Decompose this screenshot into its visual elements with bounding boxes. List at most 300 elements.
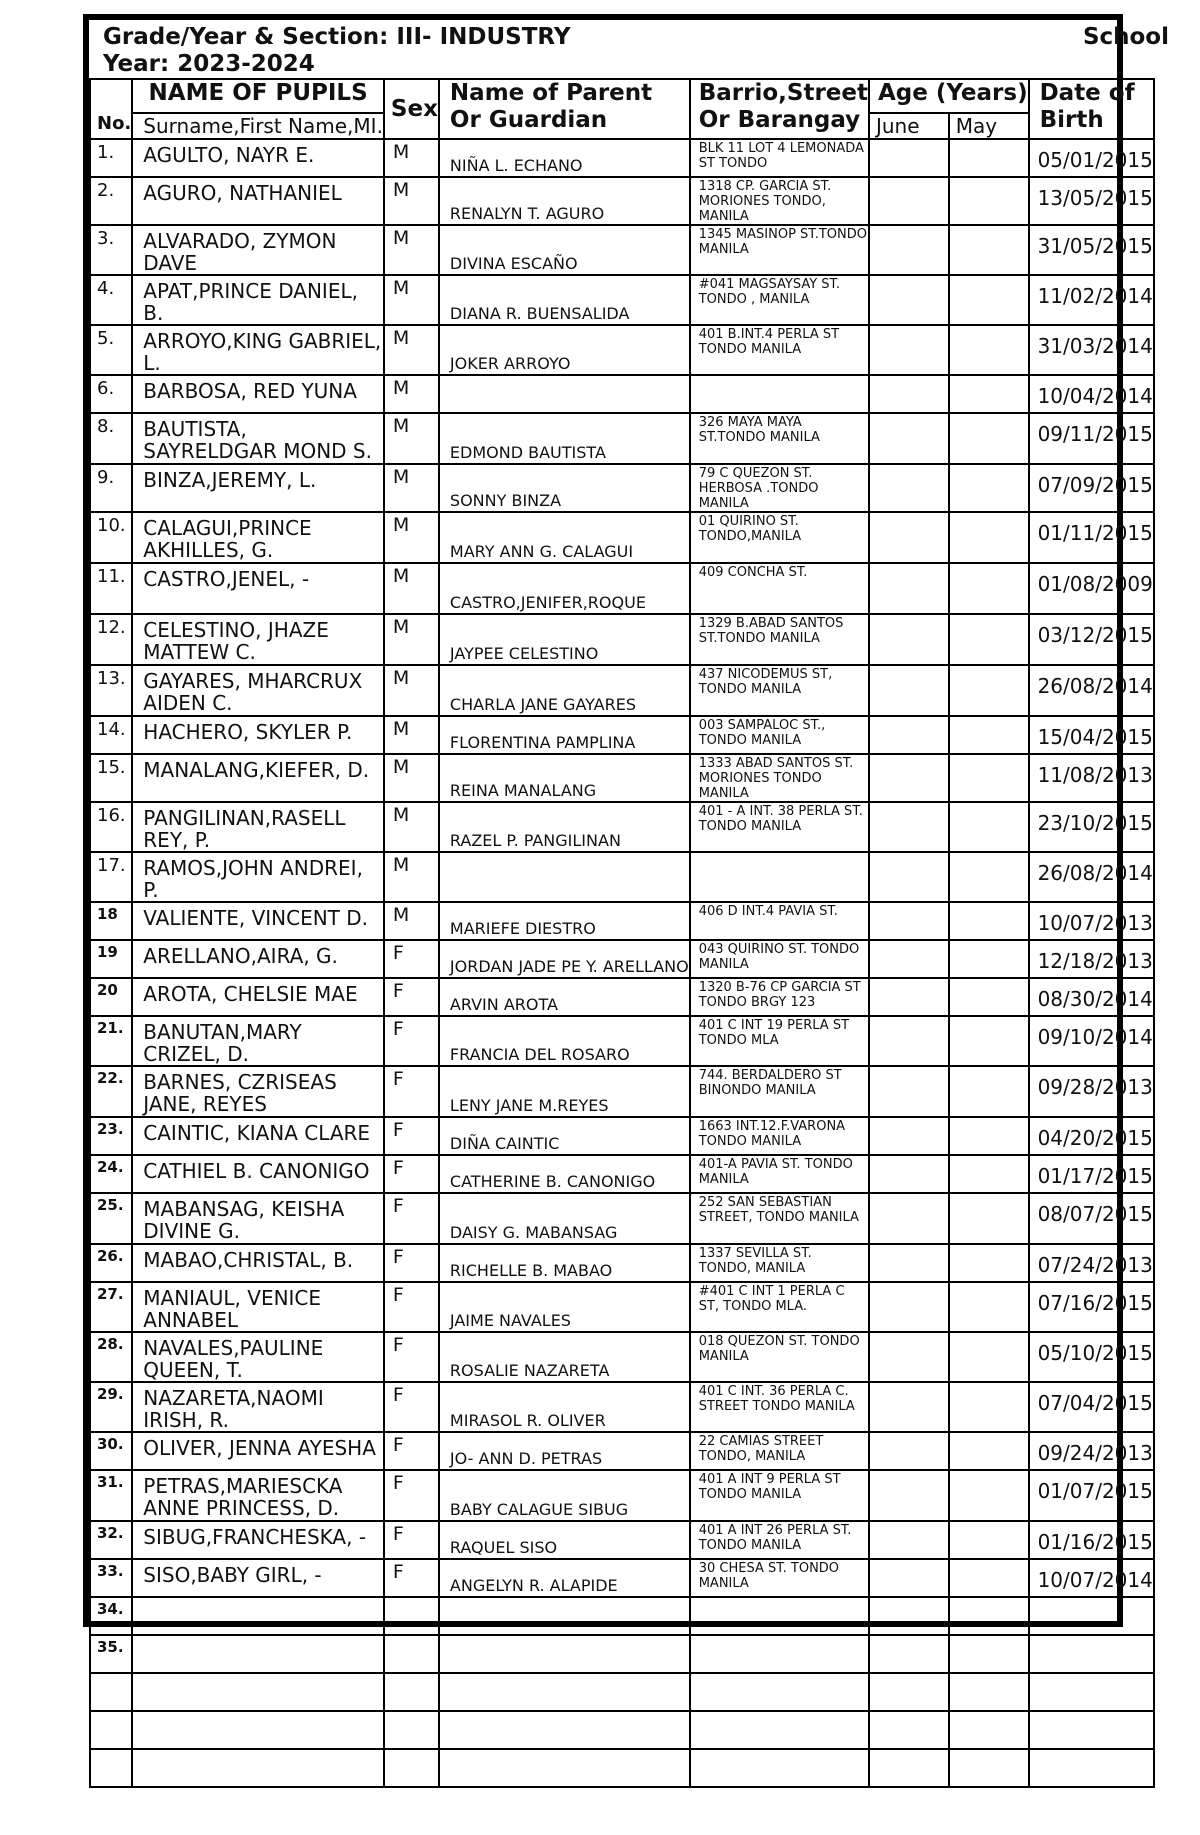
- age-may: [949, 177, 1029, 225]
- pupil-sex: M: [384, 464, 439, 512]
- pupil-name: ARROYO,KING GABRIEL, L.: [132, 325, 384, 375]
- table-row: [90, 1673, 1154, 1711]
- col-address-line1: Barrio,Street: [698, 80, 868, 106]
- age-may: [949, 1432, 1029, 1470]
- pupil-name: MABANSAG, KEISHA DIVINE G.: [132, 1193, 384, 1244]
- col-sex-header: Sex: [384, 79, 439, 139]
- date-of-birth: 09/10/2014: [1029, 1016, 1154, 1066]
- age-may: [949, 1673, 1029, 1711]
- row-number: 28.: [90, 1332, 132, 1382]
- pupil-name: CAINTIC, KIANA CLARE: [132, 1117, 384, 1155]
- pupil-name: AGULTO, NAYR E.: [132, 139, 384, 177]
- date-of-birth: 31/03/2014: [1029, 325, 1154, 375]
- age-june: [869, 1711, 949, 1749]
- col-address-line2: Or Barangay: [698, 107, 861, 133]
- col-parent-header: [439, 79, 690, 139]
- pupil-name: SISO,BABY GIRL, -: [132, 1559, 384, 1597]
- parent-name: [439, 852, 690, 902]
- row-number: 26.: [90, 1244, 132, 1282]
- age-june: [869, 1117, 949, 1155]
- pupil-name: [132, 1597, 384, 1635]
- age-june: [869, 1749, 949, 1787]
- row-number: 17.: [90, 852, 132, 902]
- parent-name: REINA MANALANG: [439, 754, 690, 802]
- date-of-birth: 12/18/2013: [1029, 940, 1154, 978]
- date-of-birth: 11/08/2013: [1029, 754, 1154, 802]
- pupil-sex: M: [384, 754, 439, 802]
- col-dob-header: [1029, 79, 1154, 139]
- age-may: [949, 464, 1029, 512]
- date-of-birth: 01/17/2015: [1029, 1155, 1154, 1193]
- age-may: [949, 1749, 1029, 1787]
- row-number: [90, 1711, 132, 1749]
- date-of-birth: 23/10/2015: [1029, 802, 1154, 852]
- row-number: 18: [90, 902, 132, 940]
- pupil-address: 043 QUIRINO ST. TONDO MANILA: [690, 940, 869, 978]
- age-may: [949, 1470, 1029, 1521]
- age-june: [869, 275, 949, 325]
- pupil-address: 22 CAMIAS STREET TONDO, MANILA: [690, 1432, 869, 1470]
- pupil-name: MABAO,CHRISTAL, B.: [132, 1244, 384, 1282]
- parent-name: LENY JANE M.REYES: [439, 1066, 690, 1117]
- age-may: [949, 375, 1029, 413]
- age-may: [949, 665, 1029, 716]
- pupil-name: PANGILINAN,RASELL REY, P.: [132, 802, 384, 852]
- age-june: [869, 225, 949, 275]
- date-of-birth: 15/04/2015: [1029, 716, 1154, 754]
- parent-name: RICHELLE B. MABAO: [439, 1244, 690, 1282]
- age-may: [949, 1332, 1029, 1382]
- age-may: [949, 512, 1029, 563]
- pupil-sex: F: [384, 1066, 439, 1117]
- age-may: [949, 852, 1029, 902]
- pupil-name: OLIVER, JENNA AYESHA: [132, 1432, 384, 1470]
- table-row: [90, 716, 1154, 754]
- pupil-name: ARELLANO,AIRA, G.: [132, 940, 384, 978]
- parent-name: [439, 1749, 690, 1787]
- table-row: [90, 754, 1154, 802]
- table-row: [90, 375, 1154, 413]
- age-may: [949, 1117, 1029, 1155]
- pupil-name: BAUTISTA, SAYRELDGAR MOND S.: [132, 413, 384, 464]
- pupil-address: [690, 1673, 869, 1711]
- parent-name: CHARLA JANE GAYARES: [439, 665, 690, 716]
- parent-name: [439, 1673, 690, 1711]
- pupil-name: BINZA,JEREMY, L.: [132, 464, 384, 512]
- pupil-sex: M: [384, 716, 439, 754]
- row-number: [90, 1749, 132, 1787]
- pupil-name: [132, 1673, 384, 1711]
- parent-name: DIÑA CAINTIC: [439, 1117, 690, 1155]
- parent-name: JORDAN JADE PE Y. ARELLANO: [439, 940, 690, 978]
- age-may: [949, 754, 1029, 802]
- parent-name: [439, 1597, 690, 1635]
- pupil-address: 1318 CP. GARCIA ST. MORIONES TONDO, MANILA: [690, 177, 869, 225]
- col-name-header: NAME OF PUPILS: [132, 79, 384, 113]
- row-number: 22.: [90, 1066, 132, 1117]
- parent-name: DAISY G. MABANSAG: [439, 1193, 690, 1244]
- pupil-name: RAMOS,JOHN ANDREI, P.: [132, 852, 384, 902]
- pupil-sex: M: [384, 275, 439, 325]
- age-june: [869, 614, 949, 665]
- pupil-address: 1320 B-76 CP GARCIA ST TONDO BRGY 123: [690, 978, 869, 1016]
- table-row: [90, 665, 1154, 716]
- col-may-header: May: [949, 113, 1029, 139]
- row-number: 9.: [90, 464, 132, 512]
- date-of-birth: 01/08/2009: [1029, 563, 1154, 614]
- row-number: 11.: [90, 563, 132, 614]
- age-june: [869, 139, 949, 177]
- col-age-header: Age (Years): [869, 79, 1029, 113]
- pupil-table: [89, 78, 1155, 1788]
- row-number: 14.: [90, 716, 132, 754]
- pupil-sex: M: [384, 665, 439, 716]
- age-june: [869, 1332, 949, 1382]
- age-june: [869, 1155, 949, 1193]
- parent-name: CATHERINE B. CANONIGO: [439, 1155, 690, 1193]
- age-june: [869, 1635, 949, 1673]
- date-of-birth: 05/01/2015: [1029, 139, 1154, 177]
- age-june: [869, 1382, 949, 1432]
- pupil-address: 401 B.INT.4 PERLA ST TONDO MANILA: [690, 325, 869, 375]
- table-row: [90, 139, 1154, 177]
- pupil-address: #401 C INT 1 PERLA C ST, TONDO MLA.: [690, 1282, 869, 1332]
- age-june: [869, 1673, 949, 1711]
- pupil-sex: F: [384, 1193, 439, 1244]
- date-of-birth: 10/07/2013: [1029, 902, 1154, 940]
- roster-body: [90, 139, 1154, 1787]
- pupil-sex: [384, 1635, 439, 1673]
- row-number: 34.: [90, 1597, 132, 1635]
- date-of-birth: 01/11/2015: [1029, 512, 1154, 563]
- pupil-name: [132, 1635, 384, 1673]
- age-may: [949, 902, 1029, 940]
- row-number: 33.: [90, 1559, 132, 1597]
- table-row: [90, 1332, 1154, 1382]
- pupil-address: 401 A INT 9 PERLA ST TONDO MANILA: [690, 1470, 869, 1521]
- pupil-sex: M: [384, 139, 439, 177]
- pupil-sex: F: [384, 1559, 439, 1597]
- age-may: [949, 275, 1029, 325]
- pupil-sex: F: [384, 978, 439, 1016]
- date-of-birth: 07/24/2013: [1029, 1244, 1154, 1282]
- parent-name: BABY CALAGUE SIBUG: [439, 1470, 690, 1521]
- age-june: [869, 902, 949, 940]
- date-of-birth: 07/04/2015: [1029, 1382, 1154, 1432]
- table-row: [90, 275, 1154, 325]
- parent-name: JAYPEE CELESTINO: [439, 614, 690, 665]
- table-row: [90, 1635, 1154, 1673]
- age-june: [869, 1432, 949, 1470]
- pupil-address: 79 C QUEZON ST. HERBOSA .TONDO MANILA: [690, 464, 869, 512]
- date-of-birth: 10/04/2014: [1029, 375, 1154, 413]
- pupil-sex: M: [384, 802, 439, 852]
- date-of-birth: 08/07/2015: [1029, 1193, 1154, 1244]
- age-may: [949, 1155, 1029, 1193]
- pupil-name: AGURO, NATHANIEL: [132, 177, 384, 225]
- col-address-header: [690, 79, 869, 139]
- parent-name: DIVINA ESCAÑO: [439, 225, 690, 275]
- pupil-address: 30 CHESA ST. TONDO MANILA: [690, 1559, 869, 1597]
- table-row: [90, 1749, 1154, 1787]
- section-header: [103, 24, 571, 78]
- row-number: 13.: [90, 665, 132, 716]
- pupil-name: APAT,PRINCE DANIEL, B.: [132, 275, 384, 325]
- pupil-sex: M: [384, 177, 439, 225]
- age-may: [949, 1597, 1029, 1635]
- parent-name: JAIME NAVALES: [439, 1282, 690, 1332]
- row-number: 21.: [90, 1016, 132, 1066]
- age-june: [869, 1066, 949, 1117]
- table-row: [90, 802, 1154, 852]
- date-of-birth: 26/08/2014: [1029, 852, 1154, 902]
- pupil-name: MANALANG,KIEFER, D.: [132, 754, 384, 802]
- pupil-name: CALAGUI,PRINCE AKHILLES, G.: [132, 512, 384, 563]
- pupil-sex: F: [384, 1244, 439, 1282]
- pupil-name: VALIENTE, VINCENT D.: [132, 902, 384, 940]
- pupil-sex: M: [384, 902, 439, 940]
- age-may: [949, 325, 1029, 375]
- row-number: 29.: [90, 1382, 132, 1432]
- parent-name: MARIEFE DIESTRO: [439, 902, 690, 940]
- parent-name: FRANCIA DEL ROSARO: [439, 1016, 690, 1066]
- pupil-sex: M: [384, 225, 439, 275]
- date-of-birth: 10/07/2014: [1029, 1559, 1154, 1597]
- pupil-sex: F: [384, 1382, 439, 1432]
- pupil-sex: [384, 1711, 439, 1749]
- parent-name: EDMOND BAUTISTA: [439, 413, 690, 464]
- table-row: [90, 177, 1154, 225]
- pupil-address: 1333 ABAD SANTOS ST. MORIONES TONDO MANILA: [690, 754, 869, 802]
- parent-name: MARY ANN G. CALAGUI: [439, 512, 690, 563]
- pupil-address: 401-A PAVIA ST. TONDO MANILA: [690, 1155, 869, 1193]
- pupil-address: 326 MAYA MAYA ST.TONDO MANILA: [690, 413, 869, 464]
- pupil-sex: F: [384, 940, 439, 978]
- pupil-name: CASTRO,JENEL, -: [132, 563, 384, 614]
- pupil-address: 401 C INT 19 PERLA ST TONDO MLA: [690, 1016, 869, 1066]
- pupil-sex: [384, 1749, 439, 1787]
- row-number: 16.: [90, 802, 132, 852]
- age-may: [949, 1016, 1029, 1066]
- age-june: [869, 754, 949, 802]
- table-row: [90, 1432, 1154, 1470]
- age-june: [869, 563, 949, 614]
- col-name-subheader: Surname,First Name,MI.: [132, 113, 384, 139]
- class-roster-sheet: [83, 14, 1169, 1656]
- date-of-birth: 11/02/2014: [1029, 275, 1154, 325]
- parent-name: RAQUEL SISO: [439, 1521, 690, 1559]
- pupil-name: GAYARES, MHARCRUX AIDEN C.: [132, 665, 384, 716]
- parent-name: FLORENTINA PAMPLINA: [439, 716, 690, 754]
- pupil-address: 744. BERDALDERO ST BINONDO MANILA: [690, 1066, 869, 1117]
- col-parent-line2: Or Guardian: [449, 107, 608, 133]
- pupil-sex: M: [384, 413, 439, 464]
- date-of-birth: 03/12/2015: [1029, 614, 1154, 665]
- age-june: [869, 852, 949, 902]
- age-may: [949, 1244, 1029, 1282]
- pupil-address: 003 SAMPALOC ST., TONDO MANILA: [690, 716, 869, 754]
- age-may: [949, 1711, 1029, 1749]
- pupil-sex: F: [384, 1155, 439, 1193]
- pupil-address: 1663 INT.12.F.VARONA TONDO MANILA: [690, 1117, 869, 1155]
- table-row: [90, 464, 1154, 512]
- pupil-sex: [384, 1597, 439, 1635]
- table-row: [90, 1016, 1154, 1066]
- age-june: [869, 1193, 949, 1244]
- pupil-name: HACHERO, SKYLER P.: [132, 716, 384, 754]
- row-number: 2.: [90, 177, 132, 225]
- pupil-name: PETRAS,MARIESCKA ANNE PRINCESS, D.: [132, 1470, 384, 1521]
- row-number: 12.: [90, 614, 132, 665]
- pupil-name: MANIAUL, VENICE ANNABEL: [132, 1282, 384, 1332]
- date-of-birth: 04/20/2015: [1029, 1117, 1154, 1155]
- table-row: [90, 325, 1154, 375]
- table-row: [90, 1244, 1154, 1282]
- table-row: [90, 1155, 1154, 1193]
- pupil-address: 401 C INT. 36 PERLA C. STREET TONDO MANILA: [690, 1382, 869, 1432]
- age-june: [869, 940, 949, 978]
- table-row: [90, 1521, 1154, 1559]
- table-row: [90, 512, 1154, 563]
- date-of-birth: 26/08/2014: [1029, 665, 1154, 716]
- age-may: [949, 802, 1029, 852]
- table-row: [90, 852, 1154, 902]
- age-june: [869, 375, 949, 413]
- table-row: [90, 614, 1154, 665]
- pupil-sex: M: [384, 852, 439, 902]
- pupil-address: BLK 11 LOT 4 LEMONADA ST TONDO: [690, 139, 869, 177]
- age-june: [869, 325, 949, 375]
- parent-name: CASTRO,JENIFER,ROQUE: [439, 563, 690, 614]
- pupil-name: BARNES, CZRISEAS JANE, REYES: [132, 1066, 384, 1117]
- pupil-address: 252 SAN SEBASTIAN STREET, TONDO MANILA: [690, 1193, 869, 1244]
- pupil-sex: F: [384, 1470, 439, 1521]
- pupil-name: CELESTINO, JHAZE MATTEW C.: [132, 614, 384, 665]
- table-row: [90, 1117, 1154, 1155]
- row-number: 6.: [90, 375, 132, 413]
- pupil-address: 401 A INT 26 PERLA ST. TONDO MANILA: [690, 1521, 869, 1559]
- row-number: 10.: [90, 512, 132, 563]
- parent-name: [439, 1711, 690, 1749]
- parent-name: NIÑA L. ECHANO: [439, 139, 690, 177]
- pupil-sex: M: [384, 325, 439, 375]
- age-may: [949, 413, 1029, 464]
- pupil-address: [690, 1597, 869, 1635]
- pupil-address: [690, 375, 869, 413]
- col-parent-line1: Name of Parent: [449, 80, 653, 106]
- age-may: [949, 139, 1029, 177]
- pupil-sex: F: [384, 1016, 439, 1066]
- date-of-birth: 07/09/2015: [1029, 464, 1154, 512]
- col-dob-line2: Birth: [1039, 107, 1104, 133]
- pupil-address: [690, 1635, 869, 1673]
- age-may: [949, 1066, 1029, 1117]
- row-number: 35.: [90, 1635, 132, 1673]
- age-june: [869, 1282, 949, 1332]
- pupil-name: CATHIEL B. CANONIGO: [132, 1155, 384, 1193]
- pupil-address: [690, 1749, 869, 1787]
- row-number: 30.: [90, 1432, 132, 1470]
- row-number: 20: [90, 978, 132, 1016]
- grade-section-line: Grade/Year & Section: III- INDUSTRY: [103, 24, 571, 50]
- table-row: [90, 1711, 1154, 1749]
- parent-name: DIANA R. BUENSALIDA: [439, 275, 690, 325]
- age-june: [869, 413, 949, 464]
- age-june: [869, 978, 949, 1016]
- table-row: [90, 940, 1154, 978]
- pupil-address: 018 QUEZON ST. TONDO MANILA: [690, 1332, 869, 1382]
- age-june: [869, 802, 949, 852]
- age-june: [869, 464, 949, 512]
- pupil-sex: F: [384, 1117, 439, 1155]
- age-may: [949, 1282, 1029, 1332]
- pupil-sex: F: [384, 1332, 439, 1382]
- date-of-birth: 05/10/2015: [1029, 1332, 1154, 1382]
- parent-name: JOKER ARROYO: [439, 325, 690, 375]
- date-of-birth: [1029, 1673, 1154, 1711]
- table-row: [90, 563, 1154, 614]
- row-number: 1.: [90, 139, 132, 177]
- table-row: [90, 1193, 1154, 1244]
- pupil-sex: [384, 1673, 439, 1711]
- age-may: [949, 716, 1029, 754]
- pupil-address: 1345 MASINOP ST.TONDO MANILA: [690, 225, 869, 275]
- table-row: [90, 225, 1154, 275]
- age-may: [949, 1635, 1029, 1673]
- age-may: [949, 1521, 1029, 1559]
- pupil-sex: M: [384, 563, 439, 614]
- table-row: [90, 1470, 1154, 1521]
- date-of-birth: [1029, 1711, 1154, 1749]
- age-june: [869, 1244, 949, 1282]
- parent-name: RAZEL P. PANGILINAN: [439, 802, 690, 852]
- pupil-address: 01 QUIRINO ST. TONDO,MANILA: [690, 512, 869, 563]
- table-row: [90, 902, 1154, 940]
- parent-name: [439, 1635, 690, 1673]
- parent-name: ANGELYN R. ALAPIDE: [439, 1559, 690, 1597]
- pupil-name: BANUTAN,MARY CRIZEL, D.: [132, 1016, 384, 1066]
- pupil-name: NAVALES,PAULINE QUEEN, T.: [132, 1332, 384, 1382]
- row-number: 5.: [90, 325, 132, 375]
- row-number: 3.: [90, 225, 132, 275]
- parent-name: RENALYN T. AGURO: [439, 177, 690, 225]
- age-june: [869, 177, 949, 225]
- date-of-birth: 09/24/2013: [1029, 1432, 1154, 1470]
- age-june: [869, 665, 949, 716]
- row-number: 27.: [90, 1282, 132, 1332]
- table-row: [90, 1282, 1154, 1332]
- row-number: [90, 1673, 132, 1711]
- age-may: [949, 563, 1029, 614]
- date-of-birth: 13/05/2015: [1029, 177, 1154, 225]
- age-may: [949, 1559, 1029, 1597]
- pupil-address: 1329 B.ABAD SANTOS ST.TONDO MANILA: [690, 614, 869, 665]
- pupil-name: [132, 1711, 384, 1749]
- school-year-line: Year: 2023-2024: [103, 51, 315, 77]
- school-label: School: [1082, 24, 1169, 50]
- pupil-address: 406 D INT.4 PAVIA ST.: [690, 902, 869, 940]
- col-dob-line1: Date of: [1039, 80, 1135, 106]
- pupil-sex: F: [384, 1432, 439, 1470]
- age-may: [949, 225, 1029, 275]
- pupil-sex: M: [384, 614, 439, 665]
- row-number: 24.: [90, 1155, 132, 1193]
- date-of-birth: 01/16/2015: [1029, 1521, 1154, 1559]
- row-number: 4.: [90, 275, 132, 325]
- pupil-sex: M: [384, 375, 439, 413]
- parent-name: ARVIN AROTA: [439, 978, 690, 1016]
- row-number: 8.: [90, 413, 132, 464]
